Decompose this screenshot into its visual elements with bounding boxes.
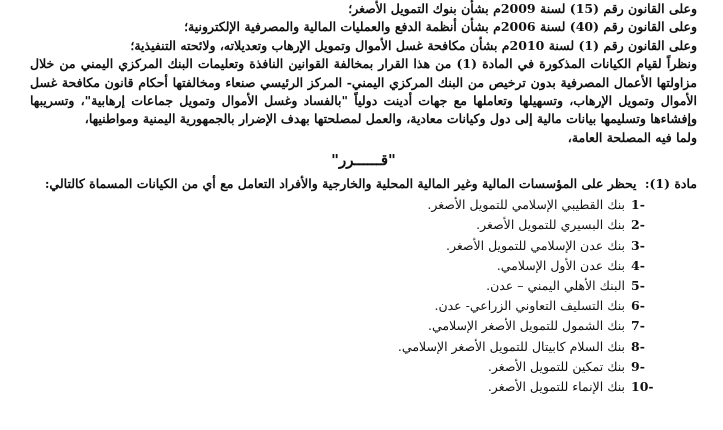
preamble-paragraph: ونظراً لقيام الكيانات المذكورة في المادة (1) من هذا القرار بمخالفة القوانين النافذة وتعليمات البنك المركزي اليمني من خلال مزاولتها الأعمال المصرفية بدون ترخيص من البنك المركزي اليمني- المركز الرئيسي صنعاء ومخالفتها أحكام قانون مكافحة غسل الأموال وتمويل الإرهاب، وتسهيلها وتعاملها مع جهات أدينت دولياً "بالفساد وغسل الأموال وتمويل جماعات إرهابية"، وتسريبها وإفشاءها وتسليمها بيانات مالية إلى دول وكيانات معادية، والعمل لمصلحتها بهدف الإضرار بالجمهورية اليمنية ومواطنيها، xyxy=(30,56,697,127)
item-number: 7 - xyxy=(631,318,673,333)
item-text: بنك التسليف التعاوني الزراعي- عدن. xyxy=(434,298,625,314)
article-label: مادة (1): xyxy=(644,176,697,192)
item-number: 4 - xyxy=(631,258,673,273)
item-number: 1 - xyxy=(631,197,673,212)
item-text: بنك تمكين للتمويل الأصغر. xyxy=(487,358,625,374)
item-text: بنك البسيري للتمويل الأصغر. xyxy=(476,217,625,233)
list-item xyxy=(30,379,673,399)
list-item xyxy=(30,217,673,237)
item-number: 5 - xyxy=(631,278,673,293)
preamble xyxy=(30,0,697,147)
item-text: بنك الشمول للتمويل الأصغر الإسلامي. xyxy=(428,318,625,334)
preamble-paragraph: وعلى القانون رقم (15) لسنة 2009م بشأن بنوك التمويل الأصغر؛ xyxy=(348,1,697,16)
entity-list xyxy=(30,197,697,399)
item-number: 6 - xyxy=(631,298,673,313)
list-item xyxy=(30,197,673,217)
preamble-paragraph: ولما فيه المصلحة العامة، xyxy=(567,129,697,145)
item-number: 8 - xyxy=(631,339,673,354)
item-text: بنك القطيبي الإسلامي للتمويل الأصغر. xyxy=(427,197,625,213)
list-item xyxy=(30,339,673,359)
item-number: 3 - xyxy=(631,238,673,253)
list-item xyxy=(30,298,673,318)
item-text: بنك السلام كابيتال للتمويل الأصغر الإسلامي. xyxy=(397,338,625,354)
decision-title: "قــــــرر" xyxy=(331,151,396,170)
item-number: 2 - xyxy=(631,217,673,232)
list-item xyxy=(30,278,673,298)
article-1 xyxy=(30,175,697,193)
list-item xyxy=(30,359,673,379)
list-item xyxy=(30,318,673,338)
article-text: يحظر على المؤسسات المالية وغير المالية المحلية والخارجية والأفراد التعامل مع أي من الكيانات المسماة كالتالي: xyxy=(44,176,637,192)
item-text: بنك عدن الأول الإسلامي. xyxy=(496,257,625,273)
preamble-paragraph: وعلى القانون رقم (40) لسنة 2006م بشأن أنظمة الدفع والعمليات المالية والمصرفية الإلكترونية؛ xyxy=(184,19,697,35)
item-number: 10 - xyxy=(631,379,673,394)
list-item xyxy=(30,258,673,278)
item-number: 9 - xyxy=(631,359,673,374)
list-item xyxy=(30,238,673,258)
item-text: البنك الأهلي اليمني – عدن. xyxy=(486,278,625,293)
preamble-paragraph: وعلى القانون رقم (1) لسنة 2010م بشأن مكافحة غسل الأموال وتمويل الإرهاب وتعديلاته، ولائحته التنفيذية؛ xyxy=(130,37,697,53)
item-text: بنك عدن الإسلامي للتمويل الأصغر. xyxy=(446,237,625,253)
item-text: بنك الإنماء للتمويل الأصغر. xyxy=(487,378,625,394)
